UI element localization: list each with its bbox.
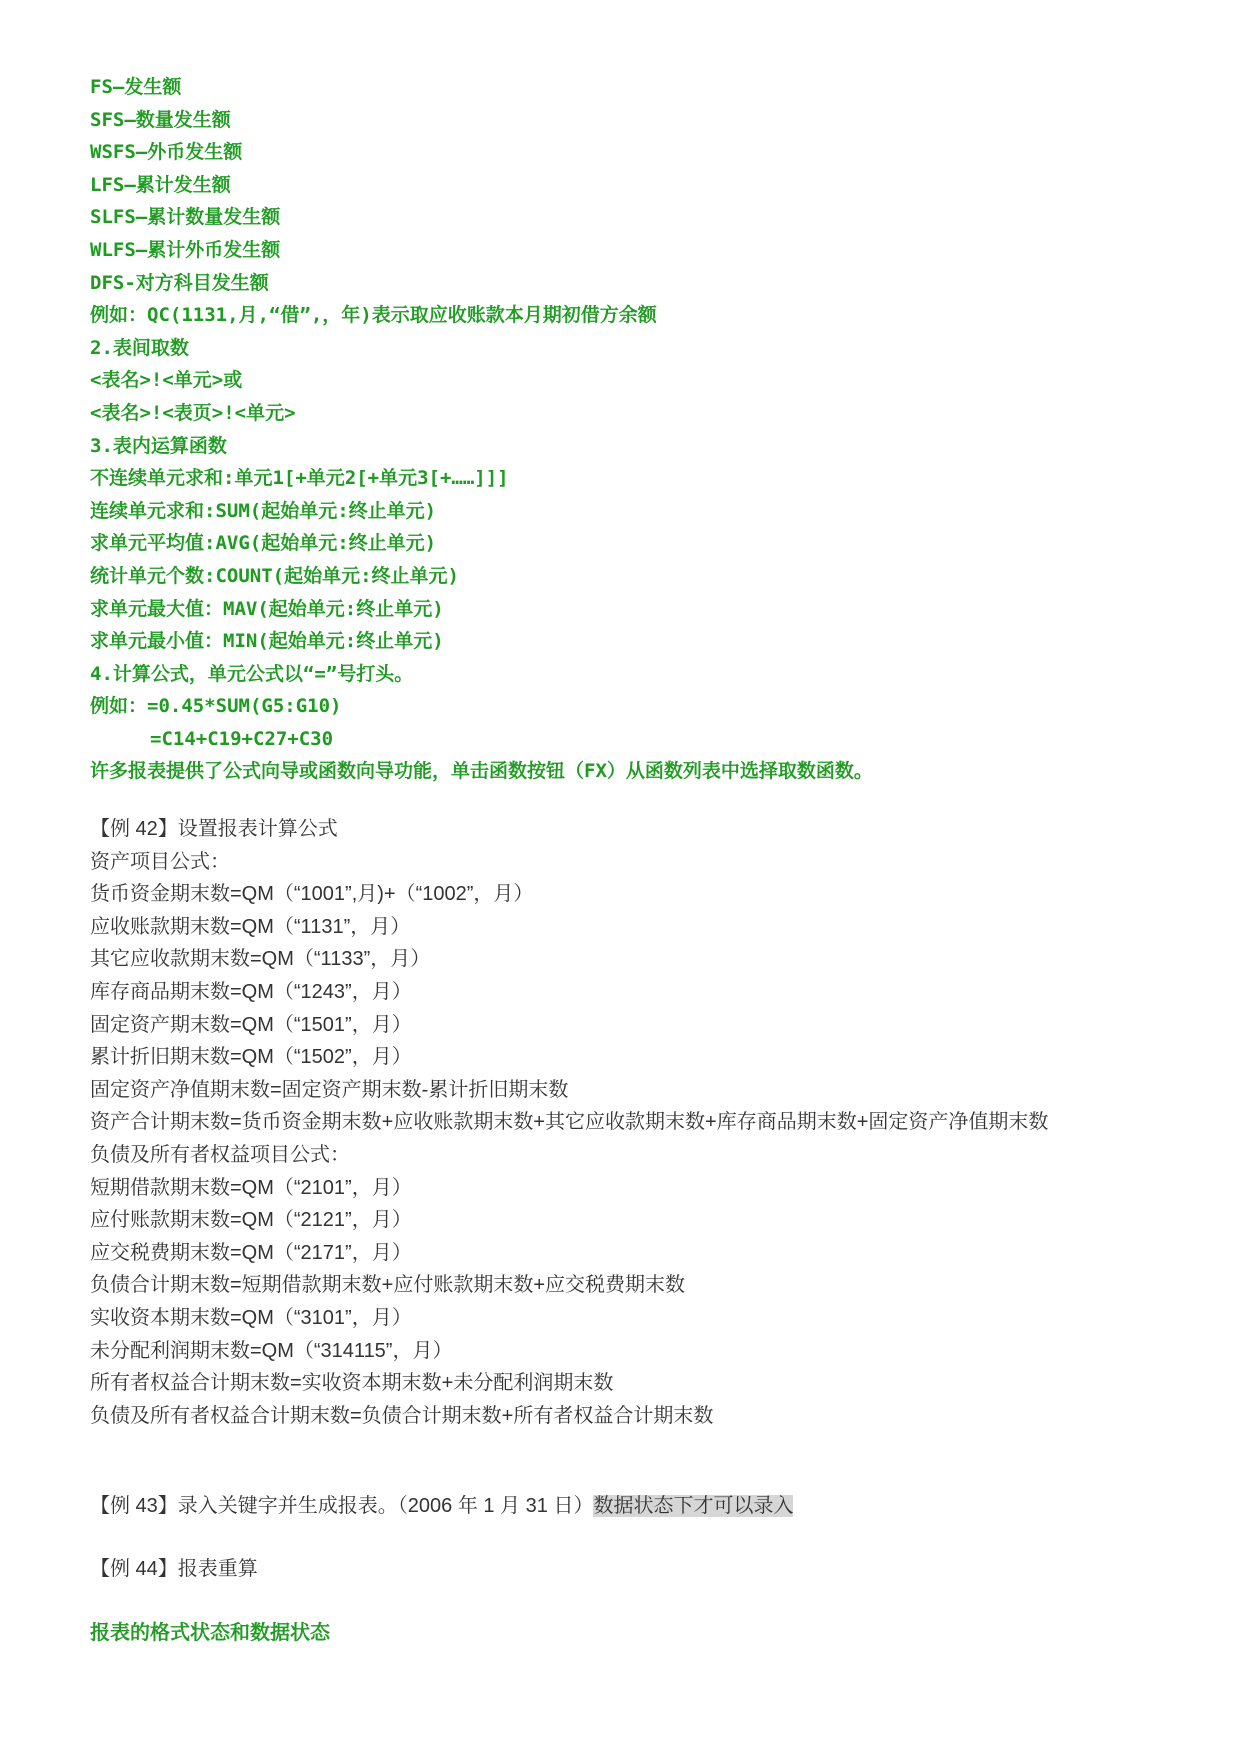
formula-line: 实收资本期末数=QM（“3101”，月）	[90, 1306, 412, 1329]
formula-line: 应付账款期末数=QM（“2121”，月）	[90, 1209, 412, 1232]
formula-line: 应交税费期末数=QM（“2171”，月）	[90, 1241, 412, 1264]
section-heading-cross-table: 2.表间取数	[90, 336, 189, 359]
code-line-example-sum: 例如：=0.45*SUM(G5:G10)	[90, 695, 342, 718]
formula-line: 应收账款期末数=QM（“1131”，月）	[90, 915, 411, 938]
code-line-wsfs: WSFS—外币发生额	[90, 141, 243, 164]
code-line-wlfs: WLFS—累计外币发生额	[90, 238, 281, 261]
document-page	[90, 71, 1190, 1648]
formula-line: 负债及所有者权益项目公式：	[90, 1144, 350, 1166]
code-line-lfs: LFS—累计发生额	[90, 173, 231, 196]
code-line-sfs: SFS—数量发生额	[90, 108, 231, 131]
section-heading-formula: 4.计算公式，单元公式以“=”号打头。	[90, 662, 414, 685]
code-line-table-page-cell: <表名>!<表页>!<单元>	[90, 401, 296, 424]
code-line-count: 统计单元个数:COUNT(起始单元:终止单元)	[90, 564, 459, 587]
example-43-line	[90, 1490, 1190, 1523]
code-line-wizard-note: 许多报表提供了公式向导或函数向导功能，单击函数按钮（FX）从函数列表中选择取数函数。	[90, 760, 873, 783]
formula-line: 货币资金期末数=QM（“1001”,月)+（“1002”，月）	[90, 883, 534, 906]
formula-line: 库存商品期末数=QM（“1243”，月）	[90, 981, 412, 1004]
code-line-avg: 求单元平均值:AVG(起始单元:终止单元)	[90, 532, 437, 555]
formula-line: 固定资产期末数=QM（“1501”，月）	[90, 1013, 412, 1036]
code-line-table-cell: <表名>!<单元>或	[90, 369, 243, 392]
formula-line: 固定资产净值期末数=固定资产期末数-累计折旧期末数	[90, 1078, 569, 1101]
formula-line: 资产合计期末数=货币资金期末数+应收账款期末数+其它应收款期末数+库存商品期末数+固定资产净值期末数	[90, 1111, 1049, 1134]
code-line-min: 求单元最小值：MIN(起始单元:终止单元)	[90, 630, 444, 653]
example-42-title: 【例 42】设置报表计算公式	[90, 818, 338, 841]
code-line-dfs: DFS-对方科目发生额	[90, 271, 269, 294]
formula-line: 累计折旧期末数=QM（“1502”，月）	[90, 1046, 412, 1069]
example-44-line: 【例 44】报表重算	[90, 1557, 258, 1580]
formula-line: 资产项目公式：	[90, 850, 230, 873]
formula-line: 负债及所有者权益合计期末数=负债合计期末数+所有者权益合计期末数	[90, 1404, 714, 1427]
formula-line: 负债合计期末数=短期借款期末数+应付账款期末数+应交税费期末数	[90, 1274, 686, 1297]
code-line-fs: FS—发生额	[90, 76, 182, 98]
formula-line: 短期借款期末数=QM（“2101”，月）	[90, 1176, 412, 1199]
section-heading-functions: 3.表内运算函数	[90, 434, 227, 457]
code-line-slfs: SLFS—累计数量发生额	[90, 206, 281, 229]
formula-line: 其它应收款期末数=QM（“1133”，月）	[90, 948, 431, 971]
example-43-text: 【例 43】录入关键字并生成报表。（2006 年 1 月 31 日）	[90, 1495, 594, 1518]
formula-line: 所有者权益合计期末数=实收资本期末数+未分配利润期末数	[90, 1372, 614, 1395]
section-heading-status: 报表的格式状态和数据状态	[90, 1619, 330, 1644]
code-line-noncontiguous-sum: 不连续单元求和:单元1[+单元2[+单元3[+……]]]	[90, 467, 509, 490]
code-line-mav: 求单元最大值：MAV(起始单元:终止单元)	[90, 597, 444, 620]
code-line-example-add-text: =C14+C19+C27+C30	[150, 727, 334, 750]
formula-line: 未分配利润期末数=QM（“314115”，月）	[90, 1339, 453, 1362]
highlighted-note: 数据状态下才可以录入	[593, 1495, 794, 1518]
code-line-example-add	[90, 723, 1190, 756]
code-line-example-qc: 例如：QC(1131,月,“借”,，年)表示取应收账款本月期初借方余额	[90, 304, 657, 327]
code-line-sum: 连续单元求和:SUM(起始单元:终止单元)	[90, 499, 437, 522]
